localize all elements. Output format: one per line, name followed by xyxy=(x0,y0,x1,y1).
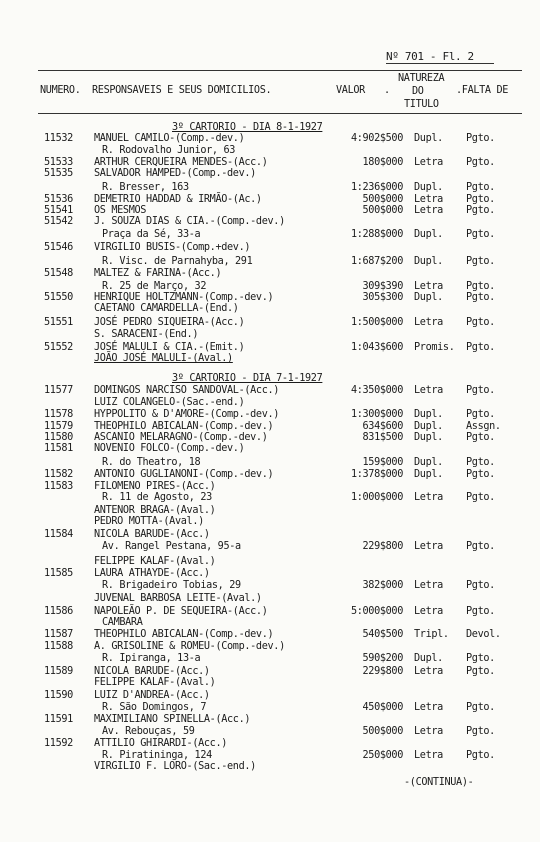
header-bottom-rule xyxy=(38,113,522,114)
entry-value: 5:000$000 xyxy=(350,606,403,617)
entry-responsible: R. Piratininga, 124 xyxy=(102,750,212,761)
entry-value: 450$000 xyxy=(362,702,403,713)
entry-value: 382$000 xyxy=(362,580,403,591)
entry-nature: Dupl. xyxy=(414,469,443,480)
entry-number: 11584 xyxy=(44,529,73,540)
entry-value: 229$800 xyxy=(362,666,403,677)
entry-nature: Dupl. xyxy=(414,653,443,664)
entry-responsible: R. 11 de Agosto, 23 xyxy=(102,492,212,503)
entry-number: 51535 xyxy=(44,168,73,179)
entry-number: 51541 xyxy=(44,205,73,216)
entry-nature: Dupl. xyxy=(414,432,443,443)
entry-nature: Tripl. xyxy=(414,629,449,640)
entry-nature: Letra xyxy=(414,606,443,617)
entry-falta: Pgto. xyxy=(466,606,495,617)
entry-responsible: CAMBARA xyxy=(102,617,143,628)
entry-number: 11580 xyxy=(44,432,73,443)
entry-responsible: NICOLA BARUDE-(Acc.) xyxy=(94,666,210,677)
entry-falta: Assgn. xyxy=(466,421,501,432)
entry-falta: Pgto. xyxy=(466,281,495,292)
entry-value: 1:300$000 xyxy=(350,409,403,420)
section-title: 3º CARTORIO - DIA 8-1-1927 xyxy=(172,122,323,133)
entry-responsible: HENRIQUE HOLTZMANN-(Comp.-dev.) xyxy=(94,292,274,303)
entry-nature: Letra xyxy=(414,205,443,216)
entry-nature: Promis. xyxy=(414,342,455,353)
entry-number: 51546 xyxy=(44,242,73,253)
entry-responsible: PEDRO MOTTA-(Aval.) xyxy=(94,516,204,527)
entry-nature: Dupl. xyxy=(414,457,443,468)
entry-falta: Pgto. xyxy=(466,182,495,193)
entry-responsible: MANUEL CAMILO-(Comp.-dev.) xyxy=(94,133,245,144)
section-title: 3º CARTORIO - DIA 7-1-1927 xyxy=(172,373,323,384)
entry-number: 11577 xyxy=(44,385,73,396)
entry-responsible: R. Rodovalho Junior, 63 xyxy=(102,145,236,156)
entry-responsible: HYPPOLITO & D'AMORE-(Comp.-dev.) xyxy=(94,409,280,420)
entry-falta: Pgto. xyxy=(466,653,495,664)
entry-number: 11588 xyxy=(44,641,73,652)
entry-falta: Pgto. xyxy=(466,256,495,267)
entry-responsible: R. Ipiranga, 13-a xyxy=(102,653,201,664)
entry-value: 1:000$000 xyxy=(350,492,403,503)
entry-falta: Pgto. xyxy=(466,292,495,303)
entry-number: 11532 xyxy=(44,133,73,144)
entry-value: 4:350$000 xyxy=(350,385,403,396)
entry-responsible: FILOMENO PIRES-(Acc.) xyxy=(94,481,216,492)
header-dot: . xyxy=(384,85,390,96)
entry-value: 1:236$000 xyxy=(350,182,403,193)
page-reference-underline xyxy=(386,63,494,64)
entry-value: 500$000 xyxy=(362,194,403,205)
entry-nature: Dupl. xyxy=(414,292,443,303)
entry-responsible: ATTILIO GHIRARDI-(Acc.) xyxy=(94,738,228,749)
entry-number: 11586 xyxy=(44,606,73,617)
entry-responsible: ARTHUR CERQUEIRA MENDES-(Acc.) xyxy=(94,157,268,168)
entry-responsible: R. Visc. de Parnahyba, 291 xyxy=(102,256,253,267)
entry-responsible: OS MESMOS xyxy=(94,205,147,216)
entry-responsible: LAURA ATHAYDE-(Acc.) xyxy=(94,568,210,579)
entry-value: 540$500 xyxy=(362,629,403,640)
entry-responsible: ANTONIO GUGLIANONI-(Comp.-dev.) xyxy=(94,469,274,480)
entry-responsible: FELIPPE KALAF-(Aval.) xyxy=(94,677,216,688)
entry-nature: Dupl. xyxy=(414,133,443,144)
entry-responsible: VIRGILIO BUSIS-(Comp.+dev.) xyxy=(94,242,251,253)
entry-nature: Letra xyxy=(414,157,443,168)
entry-number: 11581 xyxy=(44,443,73,454)
entry-value: 1:043$600 xyxy=(350,342,403,353)
entry-falta: Pgto. xyxy=(466,342,495,353)
entry-responsible: SALVADOR HAMPED-(Comp.-dev.) xyxy=(94,168,256,179)
entry-responsible: J. SOUZA DIAS & CIA.-(Comp.-dev.) xyxy=(94,216,285,227)
entry-number: 51552 xyxy=(44,342,73,353)
entry-number: 51550 xyxy=(44,292,73,303)
header-top-rule xyxy=(38,70,522,71)
entry-responsible: A. GRISOLINE & ROMEU-(Comp.-dev.) xyxy=(94,641,285,652)
entry-value: 831$500 xyxy=(362,432,403,443)
entry-falta: Pgto. xyxy=(466,541,495,552)
entry-value: 309$390 xyxy=(362,281,403,292)
entry-responsible: Praça da Sé, 33-a xyxy=(102,229,201,240)
entry-nature: Letra xyxy=(414,750,443,761)
entry-nature: Letra xyxy=(414,541,443,552)
header-titulo: TITULO xyxy=(404,99,439,110)
entry-responsible: R. Bresser, 163 xyxy=(102,182,189,193)
entry-responsible: R. 25 de Março, 32 xyxy=(102,281,207,292)
header-natureza: NATUREZA xyxy=(398,73,445,84)
entry-responsible: JOSÉ MALULI & CIA.-(Emit.) xyxy=(94,342,245,353)
entry-falta: Pgto. xyxy=(466,205,495,216)
entry-responsible: NAPOLEÃO P. DE SEQUEIRA-(Acc.) xyxy=(94,606,268,617)
entry-number: 11585 xyxy=(44,568,73,579)
page-reference: Nº 701 - Fl. 2 xyxy=(386,50,474,63)
entry-value: 500$000 xyxy=(362,726,403,737)
header-responsaveis: RESPONSAVEIS E SEUS DOMICILIOS. xyxy=(92,85,272,96)
entry-responsible: R. São Domingos, 7 xyxy=(102,702,207,713)
entry-nature: Letra xyxy=(414,281,443,292)
entry-value: 4:902$500 xyxy=(350,133,403,144)
entry-falta: Pgto. xyxy=(466,469,495,480)
entry-nature: Letra xyxy=(414,385,443,396)
entry-responsible: JUVENAL BARBOSA LEITE-(Aval.) xyxy=(94,593,262,604)
header-numero: NUMERO. xyxy=(40,85,81,96)
entry-falta: Pgto. xyxy=(466,702,495,713)
entry-value: 500$000 xyxy=(362,205,403,216)
entry-falta: Pgto. xyxy=(466,409,495,420)
entry-responsible: MAXIMILIANO SPINELLA-(Acc.) xyxy=(94,714,251,725)
entry-nature: Dupl. xyxy=(414,409,443,420)
entry-responsible: CAETANO CAMARDELLA-(End.) xyxy=(94,303,239,314)
entry-falta: Pgto. xyxy=(466,133,495,144)
entry-number: 11587 xyxy=(44,629,73,640)
header-valor: VALOR xyxy=(336,85,365,96)
entry-number: 51542 xyxy=(44,216,73,227)
entry-number: 11589 xyxy=(44,666,73,677)
entry-nature: Letra xyxy=(414,702,443,713)
entry-falta: Pgto. xyxy=(466,194,495,205)
entry-value: 1:288$000 xyxy=(350,229,403,240)
entry-nature: Dupl. xyxy=(414,229,443,240)
entry-falta: Pgto. xyxy=(466,432,495,443)
entry-nature: Letra xyxy=(414,194,443,205)
entry-falta: Pgto. xyxy=(466,666,495,677)
entry-number: 11591 xyxy=(44,714,73,725)
entry-nature: Letra xyxy=(414,726,443,737)
entry-falta: Devol. xyxy=(466,629,501,640)
entry-responsible: Av. Rangel Pestana, 95-a xyxy=(102,541,241,552)
entry-falta: Pgto. xyxy=(466,385,495,396)
entry-nature: Letra xyxy=(414,492,443,503)
entry-nature: Letra xyxy=(414,580,443,591)
entry-responsible: S. SARACENI-(End.) xyxy=(94,329,199,340)
entry-value: 229$800 xyxy=(362,541,403,552)
entry-falta: Pgto. xyxy=(466,229,495,240)
header-falta-de: .FALTA DE xyxy=(456,85,509,96)
entry-number: 51551 xyxy=(44,317,73,328)
entry-responsible: VIRGILIO F. LORO-(Sac.-end.) xyxy=(94,761,256,772)
entry-responsible: R. do Theatro, 18 xyxy=(102,457,201,468)
entry-number: 11590 xyxy=(44,690,73,701)
entry-value: 305$300 xyxy=(362,292,403,303)
entry-responsible: NICOLA BARUDE-(Acc.) xyxy=(94,529,210,540)
entry-responsible: ASCANIO MELARAGNO-(Comp.-dev.) xyxy=(94,432,268,443)
entry-value: 634$600 xyxy=(362,421,403,432)
entry-number: 11579 xyxy=(44,421,73,432)
entry-falta: Pgto. xyxy=(466,457,495,468)
entry-number: 11582 xyxy=(44,469,73,480)
entry-number: 11583 xyxy=(44,481,73,492)
entry-falta: Pgto. xyxy=(466,492,495,503)
entry-falta: Pgto. xyxy=(466,750,495,761)
entry-nature: Letra xyxy=(414,666,443,677)
entry-nature: Letra xyxy=(414,317,443,328)
entry-responsible: DOMINGOS NARCISO SANDOVAL-(Acc.) xyxy=(94,385,280,396)
entry-responsible: JOSÉ PEDRO SIQUEIRA-(Acc.) xyxy=(94,317,245,328)
entry-value: 1:687$200 xyxy=(350,256,403,267)
entry-number: 11592 xyxy=(44,738,73,749)
entry-falta: Pgto. xyxy=(466,317,495,328)
entry-responsible: THEOPHILO ABICALAN-(Comp.-dev.) xyxy=(94,421,274,432)
entry-responsible: FELIPPE KALAF-(Aval.) xyxy=(94,556,216,567)
entry-responsible: LUIZ D'ANDREA-(Acc.) xyxy=(94,690,210,701)
entry-value: 1:378$000 xyxy=(350,469,403,480)
entry-nature: Dupl. xyxy=(414,421,443,432)
entry-responsible: LUIZ COLANGELO-(Sac.-end.) xyxy=(94,397,245,408)
entry-nature: Dupl. xyxy=(414,256,443,267)
entry-responsible: NOVENIO FOLCO-(Comp.-dev.) xyxy=(94,443,245,454)
header-do: DO xyxy=(412,86,424,97)
entry-falta: Pgto. xyxy=(466,580,495,591)
entry-responsible: THEOPHILO ABICALAN-(Comp.-dev.) xyxy=(94,629,274,640)
entry-value: 159$000 xyxy=(362,457,403,468)
entry-responsible: ANTENOR BRAGA-(Aval.) xyxy=(94,505,216,516)
entry-value: 180$000 xyxy=(362,157,403,168)
entry-responsible: DEMETRIO HADDAD & IRMÃO-(Ac.) xyxy=(94,194,262,205)
entry-number: 51548 xyxy=(44,268,73,279)
entry-value: 250$000 xyxy=(362,750,403,761)
entry-falta: Pgto. xyxy=(466,726,495,737)
entry-responsible: JOÃO JOSÉ MALULI-(Aval.) xyxy=(94,353,233,364)
entry-number: 51533 xyxy=(44,157,73,168)
entry-responsible: Av. Rebouças, 59 xyxy=(102,726,195,737)
continua-note: -(CONTINUA)- xyxy=(404,777,474,788)
entry-responsible: MALTEZ & FARINA-(Acc.) xyxy=(94,268,222,279)
entry-number: 11578 xyxy=(44,409,73,420)
entry-value: 1:500$000 xyxy=(350,317,403,328)
entry-value: 590$200 xyxy=(362,653,403,664)
entry-nature: Dupl. xyxy=(414,182,443,193)
entry-responsible: R. Brigadeiro Tobias, 29 xyxy=(102,580,241,591)
entry-falta: Pgto. xyxy=(466,157,495,168)
entry-number: 51536 xyxy=(44,194,73,205)
